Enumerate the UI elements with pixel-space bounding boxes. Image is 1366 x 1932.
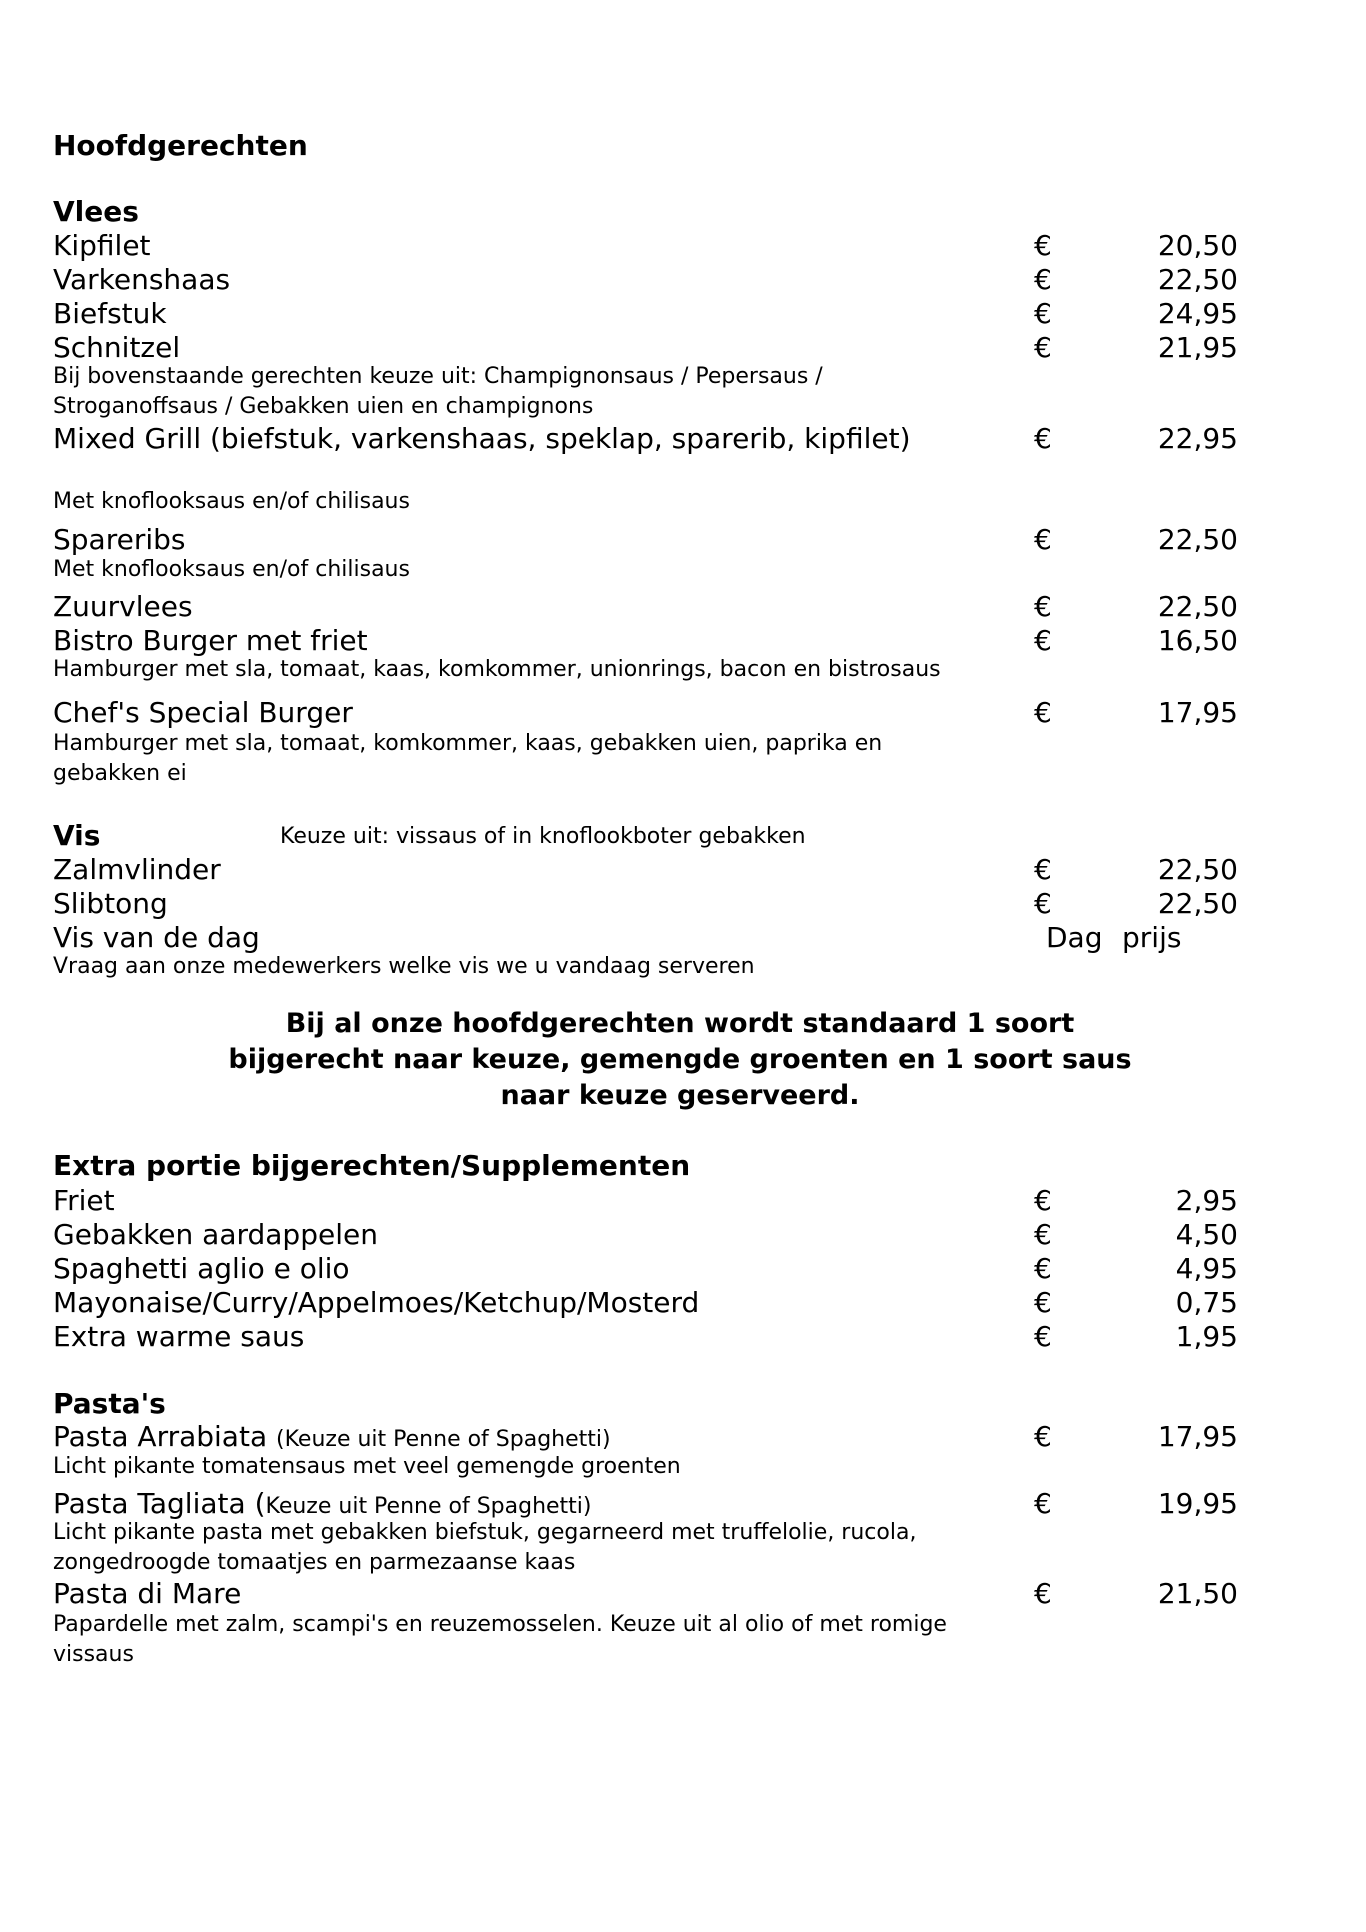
menu-item-name: Mixed Grill (biefstuk, varkenshaas, speklap, sparerib, kipfilet) xyxy=(53,422,911,455)
menu-item-name: Zuurvlees xyxy=(53,590,193,623)
menu-item-name: Spareribs xyxy=(53,523,186,556)
menu-item-name: Spaghetti aglio e olio xyxy=(53,1252,350,1285)
menu-item-name: Varkenshaas xyxy=(53,263,231,296)
menu-item-price: 17,95 xyxy=(1157,696,1238,729)
menu-item-note: Met knoflooksaus en/of chilisaus xyxy=(53,557,410,582)
menu-item-price: 1,95 xyxy=(1175,1320,1238,1353)
menu-item-note: Licht pikante tomatensaus met veel gemengde groenten xyxy=(53,1454,681,1479)
menu-item-name: Extra warme saus xyxy=(53,1320,305,1353)
currency-symbol: € xyxy=(1034,887,1052,920)
menu-item-price: 0,75 xyxy=(1175,1286,1238,1319)
menu-item-note: vissaus xyxy=(53,1642,134,1667)
menu-item-name: Friet xyxy=(53,1184,115,1217)
notice-line: Bij al onze hoofdgerechten wordt standaard 1 soort xyxy=(285,1008,1075,1039)
currency-symbol: € xyxy=(1034,1184,1052,1217)
menu-item-price: 22,50 xyxy=(1157,263,1238,296)
currency-symbol: € xyxy=(1034,422,1052,455)
currency-symbol: € xyxy=(1034,523,1052,556)
menu-item-note: Licht pikante pasta met gebakken biefstuk, gegarneerd met truffelolie, rucola, xyxy=(53,1520,917,1545)
menu-item-price: 16,50 xyxy=(1157,624,1238,657)
currency-symbol: € xyxy=(1034,1487,1052,1520)
menu-item-name: Bistro Burger met friet xyxy=(53,624,368,657)
menu-item-pasta-arrabiata xyxy=(53,1420,611,1453)
currency-symbol: € xyxy=(1034,229,1052,262)
menu-item-name: Pasta di Mare xyxy=(53,1577,242,1610)
menu-item-note: Hamburger met sla, tomaat, komkommer, kaas, gebakken uien, paprika en xyxy=(53,731,883,756)
menu-item-price: 4,95 xyxy=(1175,1252,1238,1285)
menu-item-name: Vis van de dag xyxy=(53,921,260,954)
menu-item-price: 22,50 xyxy=(1157,887,1238,920)
section-heading-extra: Extra portie bijgerechten/Supplementen xyxy=(53,1149,691,1182)
currency-symbol: € xyxy=(1034,297,1052,330)
menu-item-name: Schnitzel xyxy=(53,331,181,364)
currency-symbol: € xyxy=(1034,1218,1052,1251)
menu-item-note: Hamburger met sla, tomaat, kaas, komkommer, unionrings, bacon en bistrosaus xyxy=(53,657,941,682)
menu-item-note: Papardelle met zalm, scampi's en reuzemosselen. Keuze uit al olio of met romige xyxy=(53,1612,947,1637)
menu-item-price: 21,95 xyxy=(1157,331,1238,364)
menu-item-note: Met knoflooksaus en/of chilisaus xyxy=(53,489,410,514)
menu-item-note: Vraag aan onze medewerkers welke vis we u vandaag serveren xyxy=(53,954,755,979)
currency-symbol: € xyxy=(1034,1420,1052,1453)
menu-item-note: Stroganoffsaus / Gebakken uien en champignons xyxy=(53,394,594,419)
section-note-vis: Keuze uit: vissaus of in knoflookboter gebakken xyxy=(280,824,806,849)
menu-item-price: 19,95 xyxy=(1157,1487,1238,1520)
menu-item-note: gebakken ei xyxy=(53,761,187,786)
section-heading-pasta: Pasta's xyxy=(53,1387,166,1420)
menu-item-name: Zalmvlinder xyxy=(53,853,221,886)
menu-item-name: Slibtong xyxy=(53,887,168,920)
menu-item-choice: (Keuze uit Penne of Spaghetti) xyxy=(276,1427,611,1452)
menu-item-price: 22,50 xyxy=(1157,853,1238,886)
menu-item-price: 21,50 xyxy=(1157,1577,1238,1610)
menu-item-price: 17,95 xyxy=(1157,1420,1238,1453)
currency-symbol: € xyxy=(1034,853,1052,886)
notice-line: bijgerecht naar keuze, gemengde groenten en 1 soort saus xyxy=(228,1044,1132,1075)
menu-item-name: Pasta Arrabiata xyxy=(53,1420,268,1453)
currency-symbol: € xyxy=(1034,1320,1052,1353)
side-dish-notice xyxy=(40,1006,1320,1114)
menu-item-price: 4,50 xyxy=(1175,1218,1238,1251)
menu-item-price: 22,50 xyxy=(1157,523,1238,556)
currency-symbol: € xyxy=(1034,590,1052,623)
menu-item-price: 20,50 xyxy=(1157,229,1238,262)
menu-item-price: 24,95 xyxy=(1157,297,1238,330)
section-heading-vlees: Vlees xyxy=(53,195,139,228)
menu-item-note: zongedroogde tomaatjes en parmezaanse kaas xyxy=(53,1550,576,1575)
menu-item-pasta-tagliata xyxy=(53,1487,592,1520)
currency-symbol: € xyxy=(1034,1252,1052,1285)
menu-item-price: 22,95 xyxy=(1157,422,1238,455)
menu-item-note: Bij bovenstaande gerechten keuze uit: Champignonsaus / Pepersaus / xyxy=(53,364,823,389)
menu-item-name: Mayonaise/Curry/Appelmoes/Ketchup/Mosterd xyxy=(53,1286,700,1319)
daily-price-label: prijs xyxy=(1122,921,1182,954)
page-title: Hoofdgerechten xyxy=(53,129,308,162)
currency-symbol: € xyxy=(1034,1577,1052,1610)
menu-item-name: Pasta Tagliata ( xyxy=(53,1487,266,1520)
notice-line: naar keuze geserveerd. xyxy=(500,1080,860,1111)
currency-symbol: € xyxy=(1034,1286,1052,1319)
daily-price-label: Dag xyxy=(1046,921,1103,954)
currency-symbol: € xyxy=(1034,263,1052,296)
currency-symbol: € xyxy=(1034,624,1052,657)
menu-item-price: 2,95 xyxy=(1175,1184,1238,1217)
menu-item-name: Gebakken aardappelen xyxy=(53,1218,378,1251)
currency-symbol: € xyxy=(1034,331,1052,364)
menu-item-name: Chef's Special Burger xyxy=(53,696,353,729)
currency-symbol: € xyxy=(1034,696,1052,729)
menu-item-price: 22,50 xyxy=(1157,590,1238,623)
menu-item-name: Kipfilet xyxy=(53,229,151,262)
menu-item-name: Biefstuk xyxy=(53,297,167,330)
section-heading-vis: Vis xyxy=(53,819,101,852)
menu-item-choice: Keuze uit Penne of Spaghetti) xyxy=(265,1494,592,1519)
